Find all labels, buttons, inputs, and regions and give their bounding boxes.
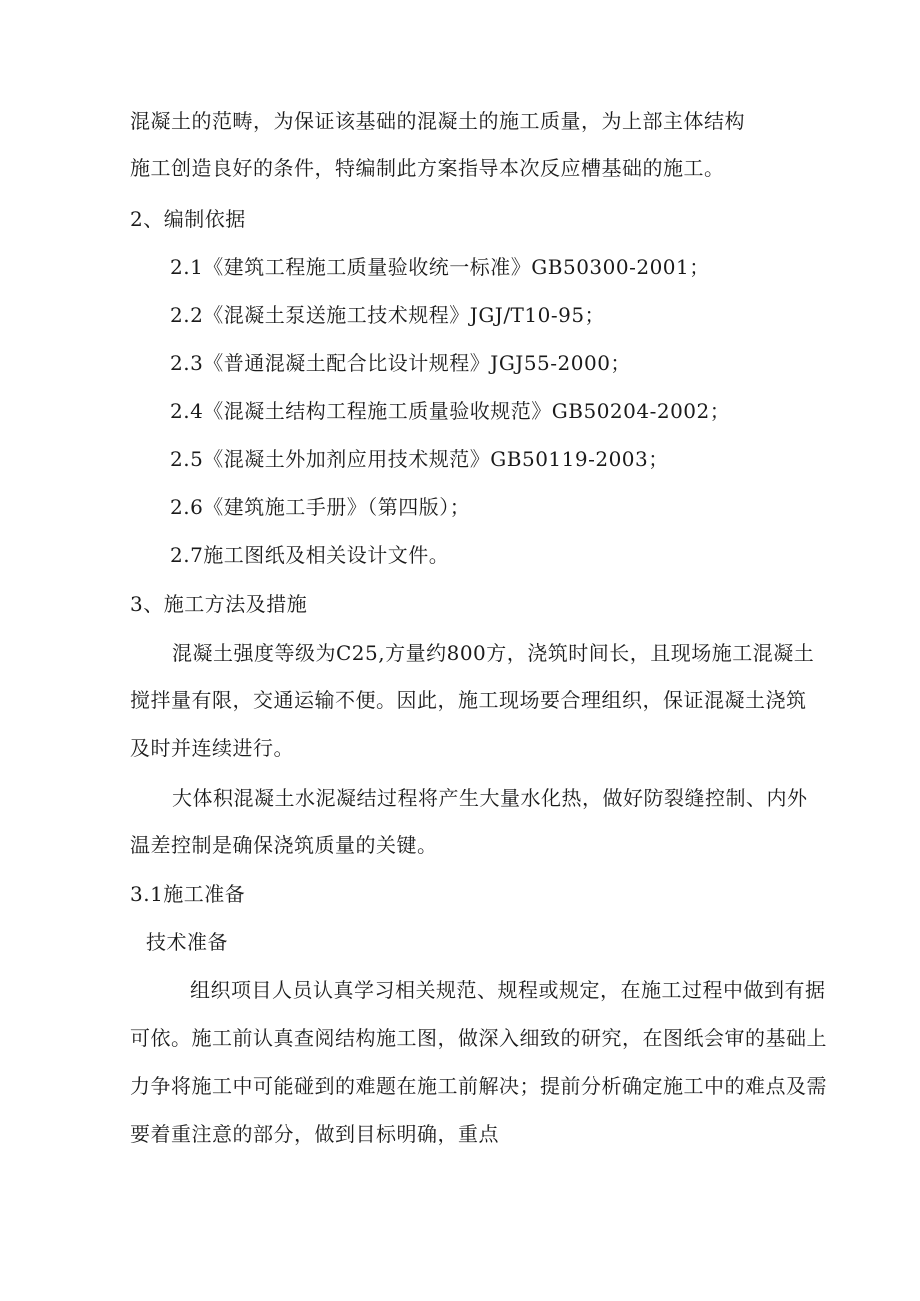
section-3-para-2-line-1: 大体积混凝土水泥凝结过程将产生大量水化热，做好防裂缝控制、内外 [172, 786, 808, 810]
section-2-heading: 2、编制依据 [130, 207, 246, 231]
reference-item-1: 2.1《建筑工程施工质量验收统一标准》GB50300-2001； [170, 255, 710, 279]
reference-item-3: 2.3《普通混凝土配合比设计规程》JGJ55-2000； [170, 351, 631, 375]
technical-preparation-subheading: 技术准备 [146, 930, 228, 954]
reference-item-7: 2.7施工图纸及相关设计文件。 [170, 543, 450, 567]
section-3-1-heading: 3.1施工准备 [130, 882, 246, 906]
section-3-para-2-line-2: 温差控制是确保浇筑质量的关键。 [130, 833, 438, 857]
reference-item-2: 2.2《混凝土泵送施工技术规程》JGJ/T10-95； [170, 303, 606, 327]
intro-line-2: 施工创造良好的条件，特编制此方案指导本次反应槽基础的施工。 [130, 156, 725, 180]
section-3-1-para-line-2: 可依。施工前认真查阅结构施工图，做深入细致的研究，在图纸会审的基础上 [130, 1026, 827, 1050]
intro-line-1: 混凝土的范畴，为保证该基础的混凝土的施工质量，为上部主体结构 [130, 109, 745, 133]
section-3-para-1-line-2: 搅拌量有限，交通运输不便。因此，施工现场要合理组织，保证混凝土浇筑 [130, 688, 807, 712]
reference-item-6: 2.6《建筑施工手册》（第四版）； [170, 495, 471, 519]
reference-item-5: 2.5《混凝土外加剂应用技术规范》GB50119-2003； [170, 447, 669, 471]
section-3-para-1-line-1: 混凝土强度等级为C25,方量约800方，浇筑时间长，且现场施工混凝土 [172, 641, 815, 665]
section-3-heading: 3、施工方法及措施 [130, 592, 308, 616]
section-3-1-para-line-4: 要着重注意的部分，做到目标明确，重点 [130, 1122, 499, 1146]
section-3-para-1-line-3: 及时并连续进行。 [130, 736, 294, 760]
section-3-1-para-line-1: 组织项目人员认真学习相关规范、规程或规定，在施工过程中做到有据 [190, 978, 826, 1002]
section-3-1-para-line-3: 力争将施工中可能碰到的难题在施工前解决；提前分析确定施工中的难点及需 [130, 1074, 827, 1098]
reference-item-4: 2.4《混凝土结构工程施工质量验收规范》GB50204-2002； [170, 399, 731, 423]
